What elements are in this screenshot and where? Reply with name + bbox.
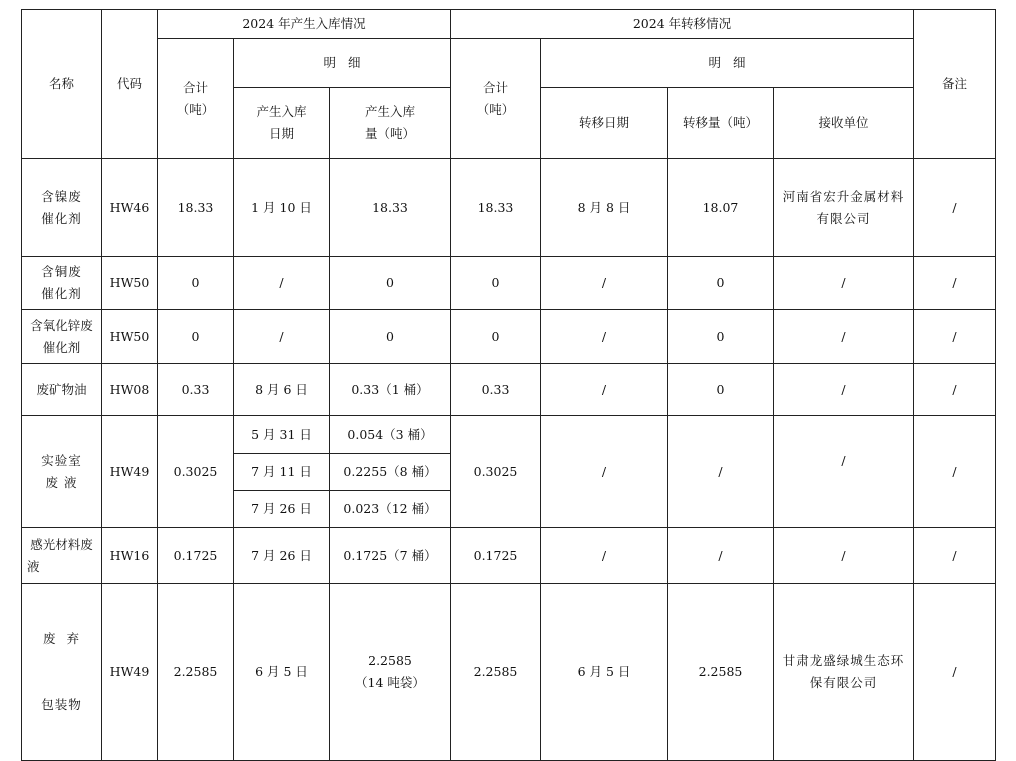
row-in-qty: 0.1725（7 桶） — [330, 528, 451, 584]
row-name: 实验室 废 液 — [22, 416, 102, 528]
table-row — [22, 364, 996, 416]
row-out-qty: 0 — [668, 310, 774, 364]
row-name: 感光材料废 液 — [22, 528, 102, 584]
row-out-date: / — [541, 310, 668, 364]
row-in-date: 7 月 11 日 — [234, 454, 330, 491]
row-code: HW50 — [102, 257, 158, 310]
row-in-qty: 0.054（3 桶） — [330, 416, 451, 454]
row-in-date: 7 月 26 日 — [234, 491, 330, 528]
row-code: HW08 — [102, 364, 158, 416]
header-total-out: 合计 （吨） — [451, 39, 541, 159]
row-code: HW16 — [102, 528, 158, 584]
header-out-date: 转移日期 — [541, 88, 668, 159]
header-total-in: 合计 （吨） — [158, 39, 234, 159]
row-receiver: / — [774, 310, 914, 364]
row-total-in: 0 — [158, 257, 234, 310]
row-receiver: 河南省宏升金属材料 有限公司 — [774, 159, 914, 257]
row-out-qty: / — [668, 416, 774, 528]
header-in-qty: 产生入库 量（吨） — [330, 88, 451, 159]
header-group-in: 2024 年产生入库情况 — [158, 10, 451, 39]
row-name: 含氧化锌废 催化剂 — [22, 310, 102, 364]
row-name: 废 弃 包装物 — [22, 584, 102, 761]
row-name: 含镍废 催化剂 — [22, 159, 102, 257]
table-row — [22, 584, 996, 761]
row-in-qty: 0 — [330, 257, 451, 310]
row-out-qty: 2.2585 — [668, 584, 774, 761]
row-name: 含铜废 催化剂 — [22, 257, 102, 310]
row-in-qty: 0 — [330, 310, 451, 364]
row-out-date: / — [541, 416, 668, 528]
row-total-in: 18.33 — [158, 159, 234, 257]
row-in-date: 7 月 26 日 — [234, 528, 330, 584]
row-in-qty: 0.33（1 桶） — [330, 364, 451, 416]
row-out-date: / — [541, 528, 668, 584]
row-in-qty: 0.2255（8 桶） — [330, 454, 451, 491]
row-in-date: 5 月 31 日 — [234, 416, 330, 454]
row-in-date: 8 月 6 日 — [234, 364, 330, 416]
header-detail-out: 明 细 — [541, 39, 914, 88]
row-receiver: / — [774, 364, 914, 416]
waste-inventory-table — [21, 9, 996, 761]
row-remark: / — [914, 310, 996, 364]
row-in-date: 1 月 10 日 — [234, 159, 330, 257]
header-in-date: 产生入库 日期 — [234, 88, 330, 159]
row-out-date: 8 月 8 日 — [541, 159, 668, 257]
row-remark: / — [914, 528, 996, 584]
row-total-out: 2.2585 — [451, 584, 541, 761]
row-name: 废矿物油 — [22, 364, 102, 416]
row-receiver: 甘肃龙盛绿城生态环 保有限公司 — [774, 584, 914, 761]
table-row — [22, 257, 996, 310]
row-total-out: 0.1725 — [451, 528, 541, 584]
row-code: HW46 — [102, 159, 158, 257]
row-out-qty: 0 — [668, 364, 774, 416]
row-total-in: 0.3025 — [158, 416, 234, 528]
header-receiver: 接收单位 — [774, 88, 914, 159]
row-out-date: 6 月 5 日 — [541, 584, 668, 761]
table-row — [22, 159, 996, 257]
header-out-qty: 转移量（吨） — [668, 88, 774, 159]
row-in-qty: 0.023（12 桶） — [330, 491, 451, 528]
row-receiver: / — [774, 257, 914, 310]
row-out-date: / — [541, 257, 668, 310]
row-receiver: / — [774, 528, 914, 584]
row-receiver: / — [774, 416, 914, 528]
row-remark: / — [914, 257, 996, 310]
header-detail-in: 明 细 — [234, 39, 451, 88]
row-total-in: 2.2585 — [158, 584, 234, 761]
row-out-date: / — [541, 364, 668, 416]
row-code: HW50 — [102, 310, 158, 364]
row-out-qty: 0 — [668, 257, 774, 310]
row-code: HW49 — [102, 584, 158, 761]
table-row — [22, 310, 996, 364]
row-total-in: 0.33 — [158, 364, 234, 416]
row-total-out: 0.3025 — [451, 416, 541, 528]
row-in-qty: 2.2585 （14 吨袋） — [330, 584, 451, 761]
row-code: HW49 — [102, 416, 158, 528]
row-in-date: / — [234, 257, 330, 310]
row-total-out: 0 — [451, 257, 541, 310]
row-remark: / — [914, 584, 996, 761]
row-remark: / — [914, 159, 996, 257]
header-name: 名称 — [22, 10, 102, 159]
header-remark: 备注 — [914, 10, 996, 159]
row-remark: / — [914, 416, 996, 528]
row-total-in: 0.1725 — [158, 528, 234, 584]
table-row — [22, 416, 996, 454]
row-out-qty: 18.07 — [668, 159, 774, 257]
row-remark: / — [914, 364, 996, 416]
row-total-out: 0.33 — [451, 364, 541, 416]
row-in-date: 6 月 5 日 — [234, 584, 330, 761]
row-total-in: 0 — [158, 310, 234, 364]
row-in-qty: 18.33 — [330, 159, 451, 257]
row-in-date: / — [234, 310, 330, 364]
row-total-out: 0 — [451, 310, 541, 364]
header-code: 代码 — [102, 10, 158, 159]
row-out-qty: / — [668, 528, 774, 584]
row-total-out: 18.33 — [451, 159, 541, 257]
table-row — [22, 528, 996, 584]
header-group-out: 2024 年转移情况 — [451, 10, 914, 39]
